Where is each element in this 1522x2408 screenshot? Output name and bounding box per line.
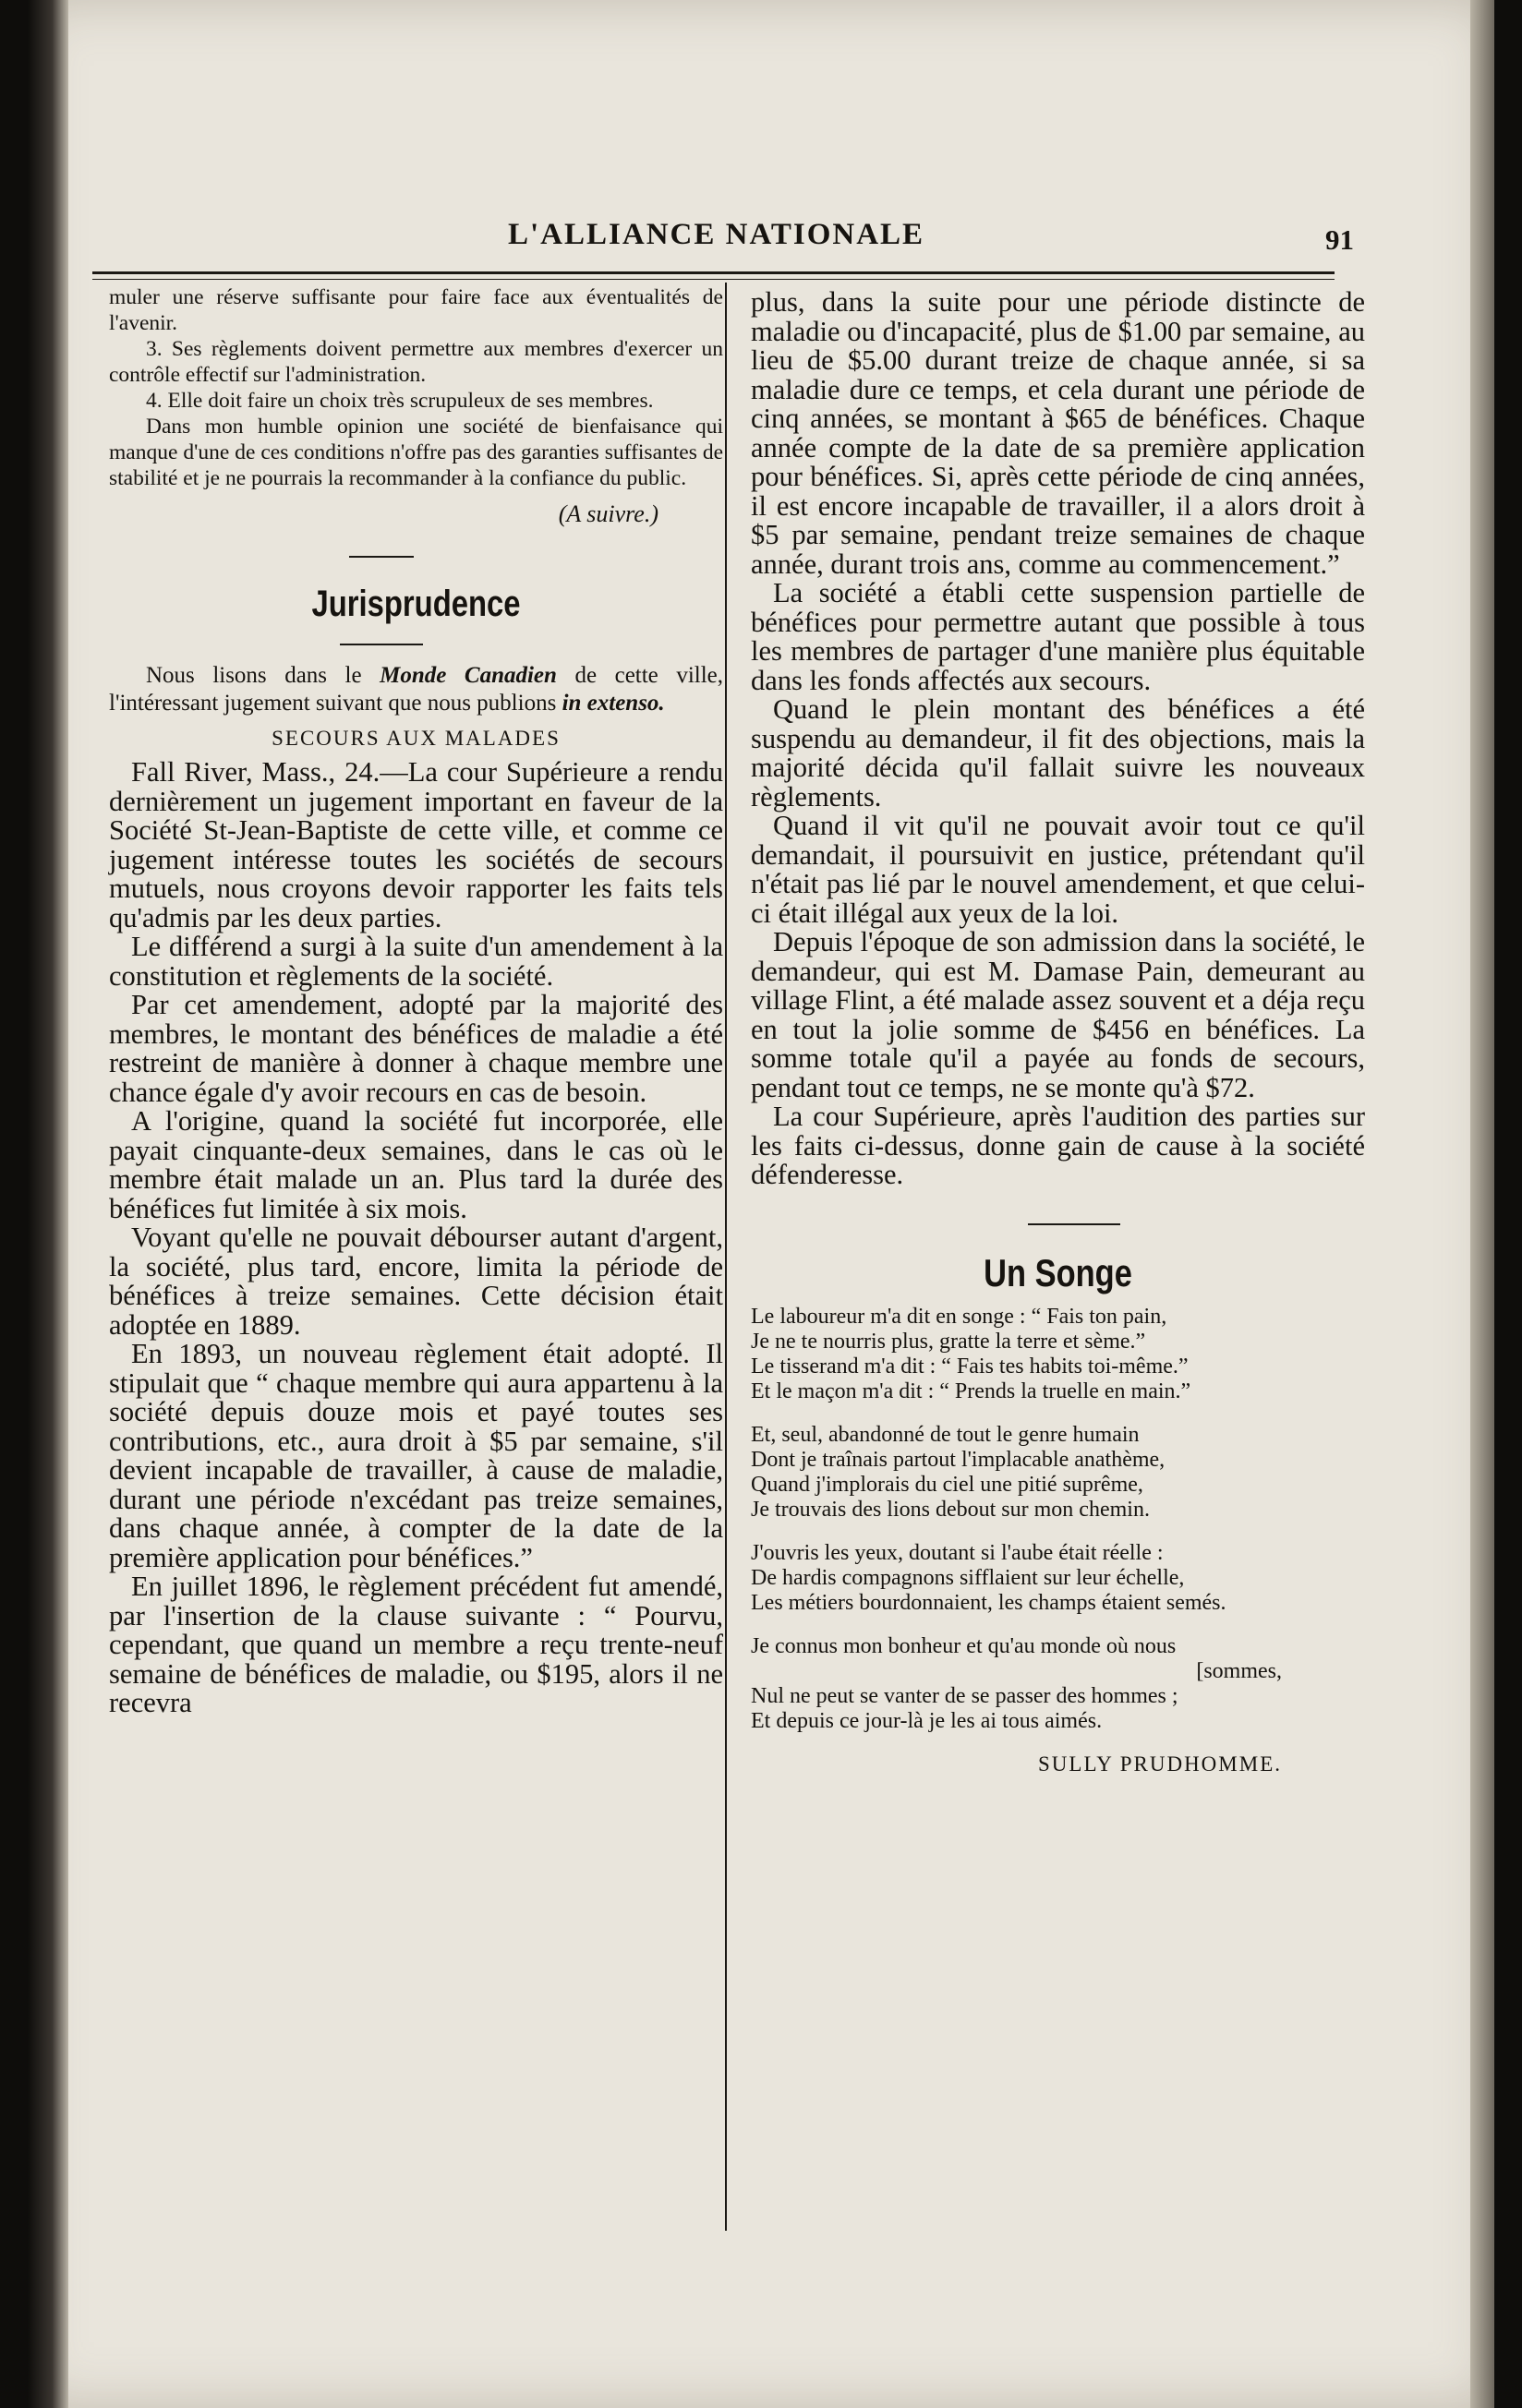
right-column	[751, 288, 1365, 1776]
paragraph: Depuis l'époque de son admission dans la société, le demandeur, qui est M. Damase Pain, demeurant au village Flint, a été malade assez souvent et a déja reçu en tout la jolie somme de $456 en bénéfices. La somme totale qu'il a payée au fonds de secours, pendant tout ce temps, ne se monte qu'à $72.	[751, 926, 1365, 1103]
poem-verse: J'ouvris les yeux, doutant si l'aube était réelle :	[751, 1540, 1164, 1565]
poem-verse: De hardis compagnons sifflaient sur leur échelle,	[751, 1565, 1185, 1590]
poem-verse-continuation: [sommes,	[1196, 1658, 1282, 1683]
paragraph: Voyant qu'elle ne pouvait débourser autant d'argent, la société, plus tard, encore, limita la période de bénéfices à treize semaines. Cette décision était adoptée en 1889.	[109, 1222, 723, 1341]
intro-text: de cette ville, l'intéressant jugement suivant que nous publions	[109, 663, 723, 716]
article-subhead: SECOURS AUX MALADES	[272, 727, 561, 750]
paragraph: plus, dans la suite pour une période distincte de maladie ou d'incapacité, plus de $1.00 par semaine, au lieu de $5.00 durant treize de chaque année, si sa maladie dure ce temps, et cela durant une période de cinq années, se montant à $65 de bénéfices. Chaque année compte de la date de sa première application pour bénéfices. Si, après cette période de cinq années, il est encore incapable de travailler, il a alors droit à $5 par semaine, pendant treize semaines de chaque année, durant trois ans, comme au commencement.”	[751, 286, 1365, 580]
poem-verse: Et, seul, abandonné de tout le genre humain	[751, 1422, 1140, 1447]
poem-verse: Nul ne peut se vanter de se passer des hommes ;	[751, 1683, 1178, 1708]
page-edge	[1470, 0, 1494, 2408]
paragraph: 4. Elle doit faire un choix très scrupuleux de ses membres.	[146, 389, 654, 413]
poem-stanza	[751, 1634, 1365, 1734]
header-rule	[92, 271, 1335, 274]
paragraph: Le différend a surgi à la suite d'un amendement à la constitution et règlements de la société.	[109, 931, 723, 992]
paragraph: Par cet amendement, adopté par la majorité des membres, le montant des bénéfices de maladie a été restreint de manière à donner à chaque membre une chance égale d'y avoir recours en cas de besoin.	[109, 989, 723, 1108]
poem-stanza	[751, 1305, 1365, 1404]
separator	[340, 644, 423, 645]
poem-verse: Le laboureur m'a dit en songe : “ Fais ton pain,	[751, 1304, 1167, 1329]
paragraph: La société a établi cette suspension partielle de bénéfices pour permettre autant que possible à tous les membres de partager d'une manière plus équitable dans les fonds affectés aux secours.	[751, 577, 1365, 696]
poem-verse: Je ne te nourris plus, gratte la terre et sème.”	[751, 1329, 1146, 1354]
page-number: 91	[1325, 223, 1354, 256]
book-page	[28, 0, 1494, 2408]
separator	[1028, 1223, 1120, 1225]
column-divider	[725, 283, 727, 2231]
poem-signature: SULLY PRUDHOMME.	[1038, 1752, 1282, 1776]
poem-verse: Quand j'implorais du ciel une pitié suprême,	[751, 1472, 1143, 1497]
paragraph: muler une réserve suffisante pour faire face aux éventualités de l'avenir.	[109, 285, 723, 335]
poem-verse: Dont je traînais partout l'implacable anathème,	[751, 1447, 1166, 1472]
intro-paragraph	[109, 662, 723, 717]
paragraph: En 1893, un nouveau règlement était adopté. Il stipulait que “ chaque membre qui aura appartenu à la société depuis douze mois et payé toutes ses contributions, etc., aura droit à $5 par semaine, s'il devient incapable de travailler, à cause de maladie, durant une période n'excédant pas treize semaines, dans chaque année, à compter de la date de la première application pour bénéfices.”	[109, 1338, 723, 1573]
poem-verse: Et le maçon m'a dit : “ Prends la truelle en main.”	[751, 1379, 1191, 1403]
header-rule-thin	[92, 279, 1335, 280]
paragraph: En juillet 1896, le règlement précédent fut amendé, par l'insertion de la clause suivante : “ Pourvu, cependant, que quand un membre a reçu trente-neuf semaine de bénéfices de maladie, ou $195, alors il ne recevra	[109, 1571, 723, 1718]
poem-verse: Les métiers bourdonnaient, les champs étaient semés.	[751, 1590, 1226, 1615]
book-spine-shadow	[28, 0, 68, 2408]
separator	[349, 556, 414, 558]
running-head: L'ALLIANCE NATIONALE	[508, 218, 925, 251]
paragraph: La cour Supérieure, après l'audition des parties sur les faits ci-dessus, donne gain de cause à la société défenderesse.	[751, 1101, 1365, 1190]
paragraph: 3. Ses règlements doivent permettre aux membres d'exercer un contrôle effectif sur l'administration.	[109, 337, 723, 387]
paragraph: Fall River, Mass., 24.—La cour Supérieure a rendu dernièrement un jugement important en faveur de la Société St-Jean-Baptiste de cette ville, et comme ce jugement intéresse toutes les sociétés de secours mutuels, nous croyons devoir rapporter les faits tels qu'admis par les deux parties.	[109, 756, 723, 933]
poem-stanza	[751, 1541, 1365, 1616]
paragraph: Quand il vit qu'il ne pouvait avoir tout ce qu'il demandait, il poursuivit en justice, prétendant qu'il n'était pas lié par le nouvel amendement, et que celui-ci était illégal aux yeux de la loi.	[751, 810, 1365, 929]
poem-verse: Je connus mon bonheur et qu'au monde où nous	[751, 1633, 1177, 1658]
poem-verse: Et depuis ce jour-là je les ai tous aimés.	[751, 1708, 1103, 1733]
poem-title: Un Songe	[984, 1250, 1132, 1294]
intro-text: Nous lisons dans le	[146, 663, 380, 688]
page-header	[92, 211, 1354, 266]
poem-verse: Le tisserand m'a dit : “ Fais tes habits toi-même.”	[751, 1354, 1189, 1379]
to-be-continued: (A suivre.)	[558, 500, 658, 527]
left-column	[109, 284, 723, 1718]
paragraph: A l'origine, quand la société fut incorporée, elle payait cinquante-deux semaines, dans le cas où le membre était malade un an. Plus tard la durée des bénéfices fut limitée à six mois.	[109, 1105, 723, 1224]
paragraph: Quand le plein montant des bénéfices a été suspendu au demandeur, il fit des objections, mais la majorité décida qu'il fallait suivre les nouveaux règlements.	[751, 693, 1365, 813]
poem-stanza	[751, 1423, 1365, 1523]
in-extenso: in extenso.	[562, 691, 665, 716]
paragraph: Dans mon humble opinion une société de bienfaisance qui manque d'une de ces conditions n'offre pas des garanties suffisantes de stabilité et je ne pourrais la recommander à la confiance du public.	[109, 415, 723, 490]
section-title: Jurisprudence	[311, 584, 521, 624]
newspaper-name: Monde Canadien	[380, 663, 557, 688]
poem-verse: Je trouvais des lions debout sur mon chemin.	[751, 1497, 1150, 1522]
